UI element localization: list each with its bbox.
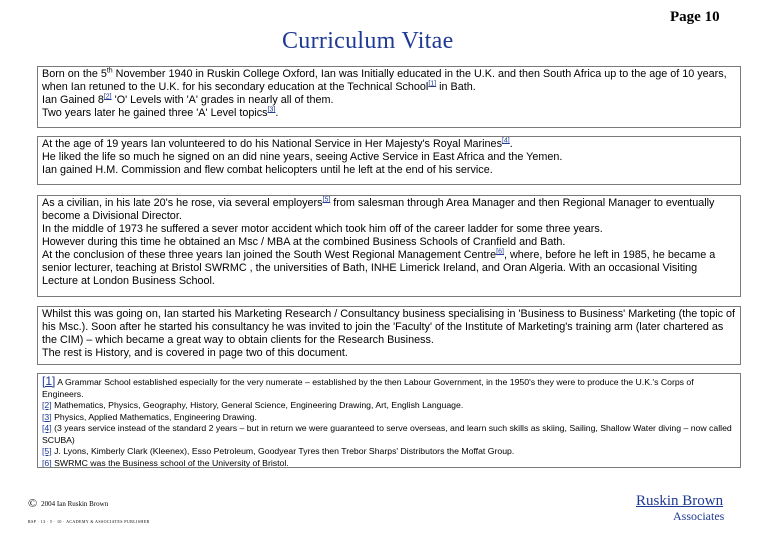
paragraph: At the conclusion of these three years Ian joined the South West Regional Management Centre[6], where, before he left in 1985, he became a senior lecturer, teaching at Bristol SWRMC , the universities of Bath, INHE Limerick Ireland, and Oran Algeria. With an occasional Visiting Lecture at London Business School. xyxy=(42,248,716,287)
footnote-item: [5] J. Lyons, Kimberly Clark (Kleenex), Esso Petroleum, Goodyear Tyres then Trebor Sharps' Distributors the Moffat Group. xyxy=(42,446,515,456)
footnote-anchor[interactable]: [6] xyxy=(42,457,52,468)
footnote-link[interactable]: [5] xyxy=(322,196,331,204)
footnote-link[interactable]: [2] xyxy=(103,93,112,101)
paragraph: Two years later he gained three 'A' Level topics[3]. xyxy=(42,106,279,119)
consultancy-section xyxy=(37,306,741,365)
page-number: Page 10 xyxy=(670,9,720,25)
footer-small-print: RSP · 13 · 5 · 10 · ACADEMY & ASSOCIATES PUBLISHER xyxy=(28,519,150,524)
military-section xyxy=(37,136,741,185)
career-section xyxy=(37,195,741,297)
paragraph: In the middle of 1973 he suffered a sever motor accident which took him off of the career ladder for some three years. xyxy=(42,223,603,235)
company-logo-subtitle: Associates xyxy=(673,509,725,523)
footnote-link[interactable]: [1] xyxy=(428,80,437,88)
footnote-item: [4] (3 years service instead of the standard 2 years – but in return we were guaranteed to serve overseas, and learn such skills as skiing, Sailing, Shallow Water diving – now called SCUBA) xyxy=(42,423,732,445)
paragraph: Born on the 5th November 1940 in Ruskin College Oxford, Ian was Initially educated in the U.K. and then South Africa up to the age of 10 years, when Ian retuned to the U.K. for his secondary education at the Technical School[1] in Bath. xyxy=(42,67,727,93)
footnote-item: [1] A Grammar School established especially for the very numerate – established by the then Labour Government, in the 1950's they were to produce the U.K.'s Corps of Engineers. xyxy=(42,374,694,399)
footnotes-section xyxy=(37,373,741,468)
paragraph: Whilst this was going on, Ian started his Marketing Research / Consultancy business specialising in 'Business to Business' Marketing (the topic of his Msc.). Soon after he started his consultancy he was invited to join the 'Faculty' of the Institute of Marketing's training arm (later chartered as the CIM) – which became a great way to obtain clients for the Research Business. xyxy=(42,308,736,346)
footnote-item: [2] Mathematics, Physics, Geography, History, General Science, Engineering Drawing, Art, English Language. xyxy=(42,400,464,410)
footnote-anchor[interactable]: [3] xyxy=(42,411,52,422)
footnote-link[interactable]: [4] xyxy=(501,137,510,145)
footnote-item: [6] SWRMC was the Business school of the University of Bristol. xyxy=(42,457,289,468)
footnote-item: [3] Physics, Applied Mathematics, Engineering Drawing. xyxy=(42,411,257,422)
education-section xyxy=(37,66,741,128)
copyright-icon: © xyxy=(28,496,38,510)
company-logo-name: Ruskin Brown xyxy=(636,493,724,509)
footnote-anchor[interactable]: [2] xyxy=(42,400,52,410)
footnote-anchor[interactable]: [1] xyxy=(42,374,56,388)
paragraph: As a civilian, in his late 20's he rose, via several employers[5] from salesman through Area Manager and then Regional Manager to eventually become a Divisional Director. xyxy=(42,196,715,222)
footnote-anchor[interactable]: [5] xyxy=(42,446,52,456)
paragraph: The rest is History, and is covered in page two of this document. xyxy=(42,347,348,359)
paragraph: However during this time he obtained an Msc / MBA at the combined Business Schools of Cranfield and Bath. xyxy=(42,236,566,248)
page-title: Curriculum Vitae xyxy=(282,28,454,54)
copyright-notice: © 2004 Ian Ruskin Brown xyxy=(28,496,109,510)
paragraph: Ian Gained 8[2] 'O' Levels with 'A' grades in nearly all of them. xyxy=(42,93,334,106)
footnote-link[interactable]: [6] xyxy=(496,248,504,256)
paragraph: He liked the life so much he signed on an did nine years, seeing Active Service in East Africa and the Yemen. xyxy=(42,151,563,163)
footnote-anchor[interactable]: [4] xyxy=(42,423,52,433)
paragraph: At the age of 19 years Ian volunteered to do his National Service in Her Majesty's Royal Marines[4]. xyxy=(42,137,513,150)
paragraph: Ian gained H.M. Commission and flew combat helicopters until he left at the end of his service. xyxy=(42,164,493,176)
footnote-link[interactable]: [3] xyxy=(267,106,276,114)
